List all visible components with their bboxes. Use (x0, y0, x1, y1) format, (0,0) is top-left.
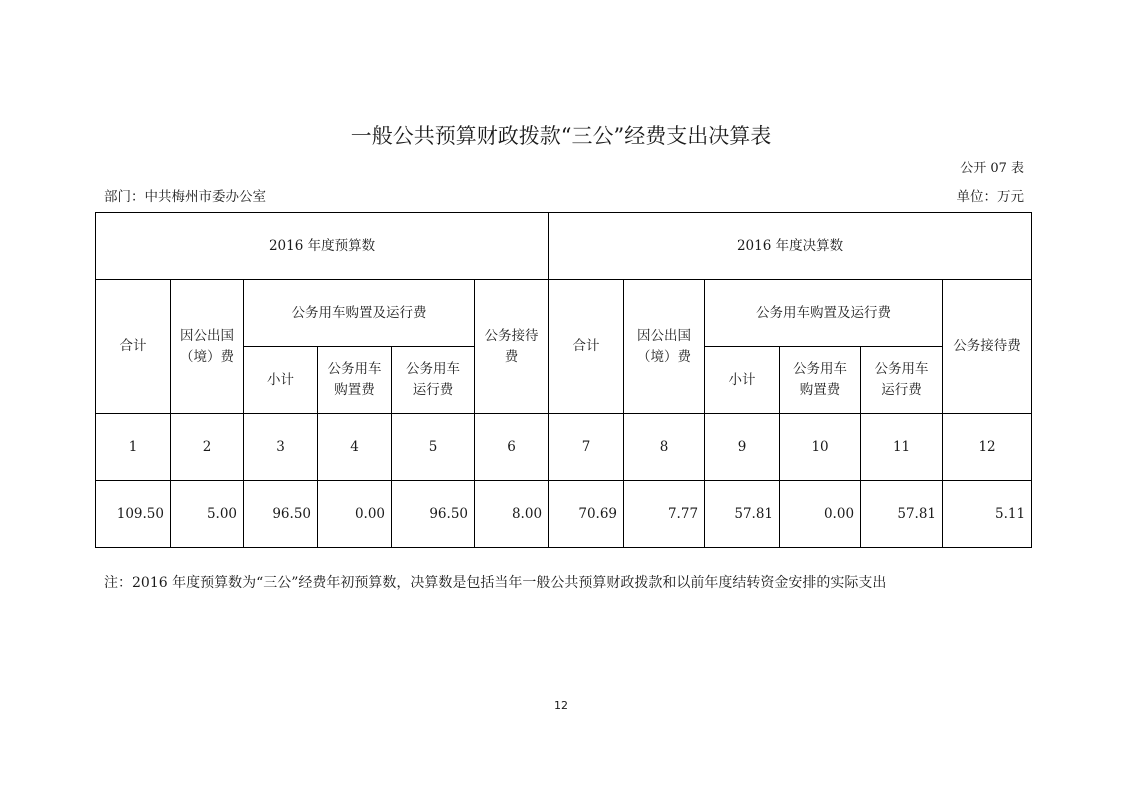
index-cell: 12 (943, 414, 1032, 481)
index-cell: 7 (549, 414, 624, 481)
table-number: 公开 07 表 (960, 161, 1024, 176)
reception-header-line2: 费 (504, 348, 519, 365)
abroad-header-line1: 因公出国 (180, 327, 234, 344)
index-cell: 6 (475, 414, 549, 481)
abroad-header-line1: 因公出国 (637, 327, 692, 344)
value-cell: 0.00 (780, 481, 861, 548)
budget-operation-header (392, 347, 475, 414)
value-row (96, 481, 1032, 548)
index-cell: 8 (624, 414, 705, 481)
index-cell: 1 (96, 414, 171, 481)
index-cell: 10 (780, 414, 861, 481)
column-header-row (96, 280, 1032, 347)
index-cell: 11 (861, 414, 943, 481)
budget-purchase-header (318, 347, 392, 414)
index-cell: 9 (705, 414, 780, 481)
value-cell: 109.50 (96, 481, 171, 548)
abroad-header-line2: （境）费 (637, 348, 692, 365)
page-title: 一般公共预算财政拨款“三公”经费支出决算表 (350, 124, 772, 148)
value-cell: 8.00 (475, 481, 549, 548)
operation-header-line2: 运行费 (412, 382, 454, 398)
final-total-header: 合计 (549, 280, 624, 414)
value-cell: 5.00 (171, 481, 244, 548)
index-row (96, 414, 1032, 481)
final-vehicle-header: 公务用车购置及运行费 (705, 280, 943, 347)
value-cell: 0.00 (318, 481, 392, 548)
budget-total-header: 合计 (96, 280, 171, 414)
value-cell: 57.81 (705, 481, 780, 548)
final-reception-header: 公务接待费 (943, 280, 1032, 414)
index-cell: 2 (171, 414, 244, 481)
final-abroad-header (624, 280, 705, 414)
value-cell: 7.77 (624, 481, 705, 548)
index-cell: 4 (318, 414, 392, 481)
page-number: 12 (554, 699, 568, 712)
value-cell: 57.81 (861, 481, 943, 548)
index-cell: 5 (392, 414, 475, 481)
final-subtotal-header: 小计 (705, 347, 780, 414)
index-cell: 3 (244, 414, 318, 481)
operation-header-line2: 运行费 (881, 382, 922, 398)
purchase-header-line1: 公务用车 (793, 361, 848, 377)
final-group-header: 2016 年度决算数 (549, 213, 1032, 280)
operation-header-line1: 公务用车 (874, 361, 929, 377)
final-operation-header (861, 347, 943, 414)
budget-reception-header (475, 280, 549, 414)
group-header-row (96, 213, 1032, 280)
value-cell: 96.50 (244, 481, 318, 548)
abroad-header-line2: （境）费 (180, 348, 234, 365)
reception-header-line1: 公务接待 (484, 327, 539, 344)
budget-group-header: 2016 年度预算数 (96, 213, 549, 280)
budget-subtotal-header: 小计 (244, 347, 318, 414)
value-cell: 70.69 (549, 481, 624, 548)
purchase-header-line1: 公务用车 (327, 361, 382, 377)
budget-vehicle-header: 公务用车购置及运行费 (244, 280, 475, 347)
purchase-header-line2: 购置费 (334, 382, 375, 398)
value-cell: 5.11 (943, 481, 1032, 548)
footnote: 注：2016 年度预算数为“三公”经费年初预算数，决算数是包括当年一般公共预算财政拨款和以前年度结转资金安排的实际支出 (104, 575, 887, 591)
value-cell: 96.50 (392, 481, 475, 548)
department-label: 部门：中共梅州市委办公室 (104, 189, 266, 205)
budget-abroad-header (171, 280, 244, 414)
expenditure-table (95, 212, 1032, 548)
final-purchase-header (780, 347, 861, 414)
operation-header-line1: 公务用车 (406, 361, 460, 377)
unit-label: 单位：万元 (956, 189, 1024, 205)
purchase-header-line2: 购置费 (799, 382, 841, 398)
